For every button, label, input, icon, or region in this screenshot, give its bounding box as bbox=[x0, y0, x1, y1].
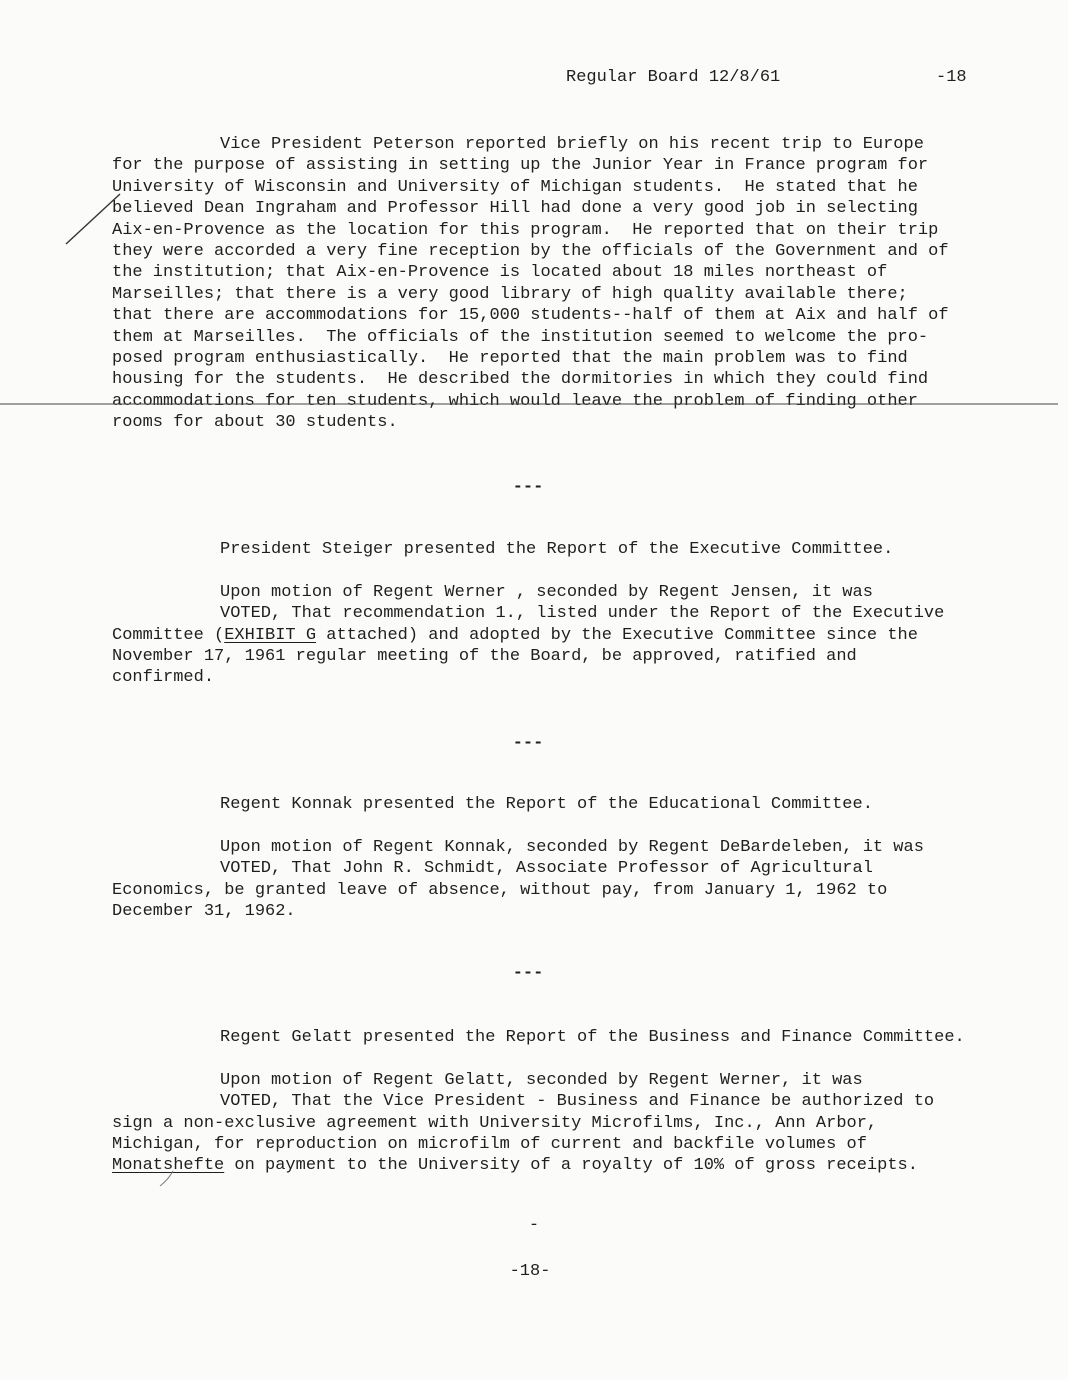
paragraph-line: for the purpose of assisting in setting up the Junior Year in France program for bbox=[112, 156, 929, 176]
voted-line: VOTED, That John R. Schmidt, Associate Professor of Agricultural bbox=[220, 859, 873, 879]
footer-page-number: -18- bbox=[509, 1262, 551, 1281]
resolution-line bbox=[112, 625, 992, 646]
peterson-report-paragraph bbox=[112, 134, 992, 433]
resolution-line: sign a non-exclusive agreement with University Microfilms, Inc., Ann Arbor, bbox=[112, 1113, 878, 1133]
section-separator: --- bbox=[512, 964, 544, 983]
paragraph-line: they were accorded a very fine reception by the officials of the Government and of bbox=[112, 241, 949, 261]
section-intro: President Steiger presented the Report of the Executive Committee. bbox=[220, 540, 894, 559]
paragraph-line: that there are accommodations for 15,000 students--half of them at Aix and half of bbox=[112, 306, 949, 326]
paragraph-line: housing for the students. He described the dormitories in which they could find bbox=[112, 370, 929, 390]
paragraph-line: University of Wisconsin and University of Michigan students. He stated that he bbox=[112, 177, 918, 197]
resolution-text: Committee ( bbox=[112, 625, 225, 645]
footer-dash: - bbox=[528, 1216, 540, 1235]
educational-committee-section bbox=[112, 794, 992, 922]
paragraph-line: believed Dean Ingraham and Professor Hill had done a very good job in selecting bbox=[112, 199, 918, 219]
section-intro: Regent Gelatt presented the Report of the Business and Finance Committee. bbox=[220, 1028, 965, 1047]
resolution-line bbox=[112, 1155, 992, 1176]
resolution-line: Economics, be granted leave of absence, without pay, from January 1, 1962 to bbox=[112, 880, 888, 900]
paragraph-line: them at Marseilles. The officials of the institution seemed to welcome the pro- bbox=[112, 327, 929, 347]
blank-line bbox=[112, 1048, 992, 1069]
resolution-line: December 31, 1962. bbox=[112, 901, 296, 921]
exhibit-reference: EXHIBIT G bbox=[224, 625, 317, 645]
publication-title: Monatshefte bbox=[112, 1156, 225, 1176]
header-page-number: -18 bbox=[936, 68, 967, 87]
paragraph-line: rooms for about 30 students. bbox=[112, 413, 398, 433]
resolution-text: on payment to the University of a royalty of 10% of gross receipts. bbox=[224, 1156, 918, 1176]
motion-line: Upon motion of Regent Werner , seconded by Regent Jensen, it was bbox=[220, 582, 873, 602]
paragraph-line: Vice President Peterson reported briefly on his recent trip to Europe bbox=[220, 135, 924, 154]
voted-line: VOTED, That recommendation 1., listed under the Report of the Executive bbox=[220, 604, 945, 624]
paragraph-line: posed program enthusiastically. He reported that the main problem was to find bbox=[112, 348, 908, 368]
business-finance-section bbox=[112, 1027, 992, 1177]
paragraph-line: accommodations for ten students, which would leave the problem of finding other bbox=[112, 391, 918, 411]
paragraph-line: Aix-en-Provence as the location for this program. He reported that on their trip bbox=[112, 220, 939, 240]
paragraph-line: Marseilles; that there is a very good library of high quality available there; bbox=[112, 284, 908, 304]
blank-line bbox=[112, 815, 992, 836]
resolution-line: November 17, 1961 regular meeting of the Board, be approved, ratified and bbox=[112, 646, 857, 666]
section-separator: --- bbox=[512, 734, 544, 753]
paragraph-line: the institution; that Aix-en-Provence is located about 18 miles northeast of bbox=[112, 263, 888, 283]
voted-line: VOTED, That the Vice President - Business and Finance be authorized to bbox=[220, 1092, 935, 1112]
executive-committee-section bbox=[112, 539, 992, 689]
resolution-line: Michigan, for reproduction on microfilm of current and backfile volumes of bbox=[112, 1134, 867, 1154]
resolution-text: attached) and adopted by the Executive Committee since the bbox=[316, 625, 918, 645]
section-separator: --- bbox=[512, 478, 544, 497]
motion-line: Upon motion of Regent Konnak, seconded by Regent DeBardeleben, it was bbox=[220, 837, 924, 857]
section-intro: Regent Konnak presented the Report of the Educational Committee. bbox=[220, 795, 873, 814]
header-title: Regular Board 12/8/61 bbox=[566, 68, 781, 87]
resolution-line: confirmed. bbox=[112, 668, 215, 688]
motion-line: Upon motion of Regent Gelatt, seconded by Regent Werner, it was bbox=[220, 1070, 863, 1090]
blank-line bbox=[112, 560, 992, 581]
